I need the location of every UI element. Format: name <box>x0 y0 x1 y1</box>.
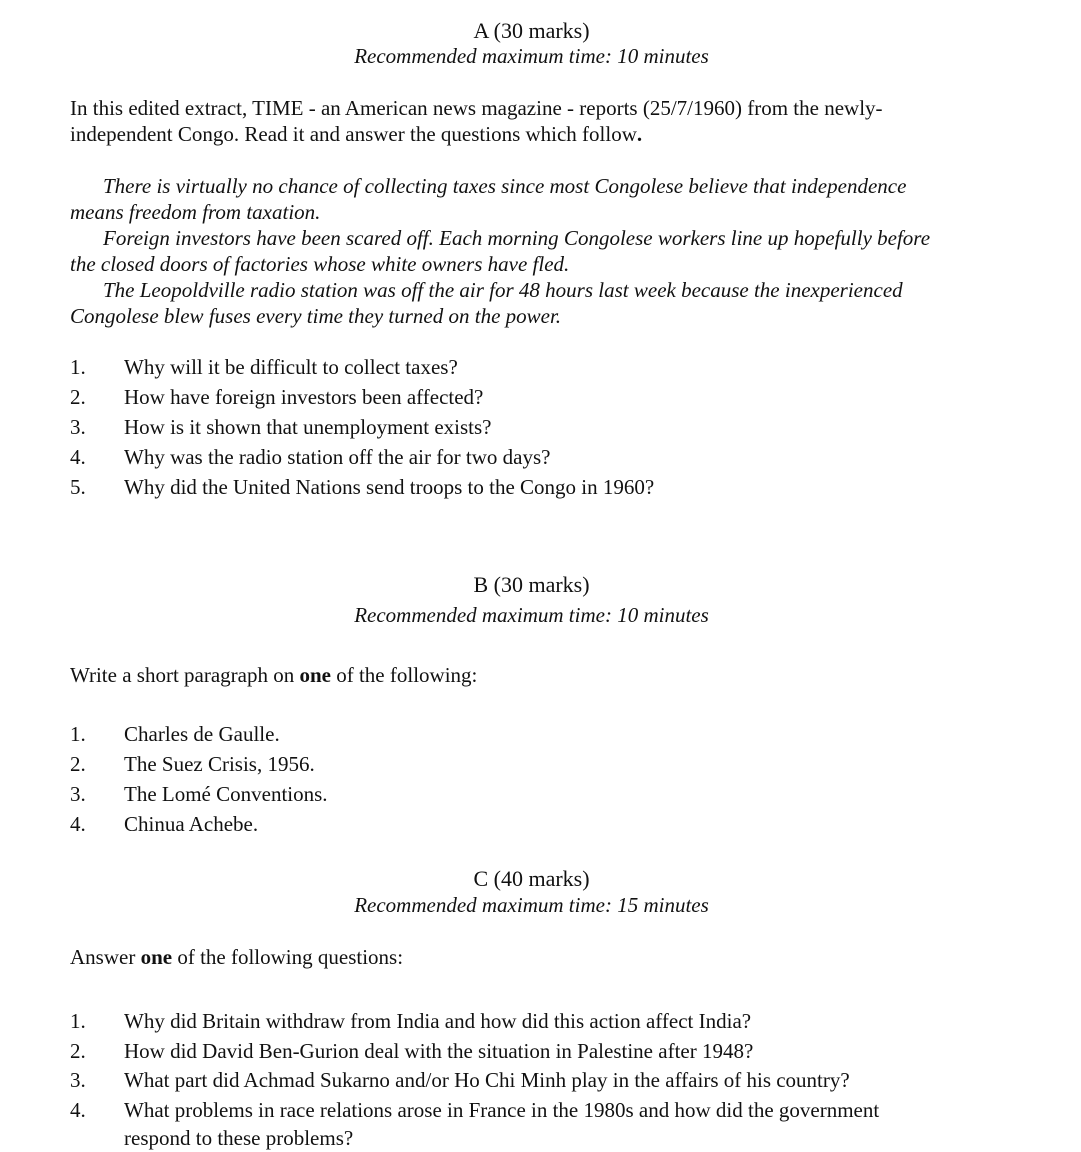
item-text: Chinua Achebe. <box>124 812 259 836</box>
extract-2-line-2: the closed doors of factories whose white owners have fled. <box>70 252 570 276</box>
item-text: How did David Ben-Gurion deal with the situation in Palestine after 1948? <box>124 1038 754 1063</box>
item-text: The Suez Crisis, 1956. <box>124 752 315 776</box>
section-a-heading: A (30 marks) <box>473 18 590 43</box>
item-text: What problems in race relations arose in France in the 1980s and how did the government respond to these problems? <box>124 1097 880 1150</box>
item-number: 3. <box>70 1068 86 1092</box>
item-number: 2. <box>70 385 86 409</box>
item-number: 1. <box>70 722 86 746</box>
list-item <box>70 1037 1030 1067</box>
section-a-intro <box>70 95 1000 147</box>
item-number: 4. <box>70 812 86 836</box>
extract-para-3 <box>70 277 1000 329</box>
section-b-items <box>70 719 1030 839</box>
section-c-heading: C (40 marks) <box>473 866 590 891</box>
list-item <box>70 1066 1030 1096</box>
section-c-time: Recommended maximum time: 15 minutes <box>354 893 709 917</box>
item-text: Why did Britain withdraw from India and how did this action affect India? <box>124 1009 752 1033</box>
item-text: How is it shown that unemployment exists? <box>124 415 492 439</box>
instruction-text: Answer <box>70 945 141 969</box>
item-number: 4. <box>70 1097 86 1122</box>
list-item <box>70 809 1030 839</box>
extract-1-line-2: means freedom from taxation. <box>70 200 321 224</box>
list-item <box>70 779 1030 809</box>
extract-3-line-1: The Leopoldville radio station was off the air for 48 hours last week because the inexperienced <box>103 278 903 302</box>
item-number: 2. <box>70 1038 86 1063</box>
instruction-emphasis: one <box>140 945 173 969</box>
list-item <box>70 1096 936 1152</box>
extract-para-1 <box>70 173 1000 225</box>
section-c-questions <box>70 1007 1030 1152</box>
item-number: 1. <box>70 1009 86 1033</box>
intro-line-2-text: independent Congo. Read it and answer the questions which follow <box>70 122 637 146</box>
section-a-time: Recommended maximum time: 10 minutes <box>354 44 709 68</box>
intro-line-2 <box>70 121 1000 147</box>
item-text: Why will it be difficult to collect taxes? <box>124 355 458 379</box>
item-text: Why was the radio station off the air for two days? <box>124 445 551 469</box>
intro-line-2-end: . <box>636 122 643 146</box>
extract-para-2 <box>70 225 1000 277</box>
item-number: 3. <box>70 782 86 806</box>
item-number: 3. <box>70 415 86 439</box>
instruction-text-end: of the following: <box>330 663 478 687</box>
item-text: How have foreign investors been affected? <box>124 385 484 409</box>
list-item <box>70 412 1030 442</box>
intro-line-1: In this edited extract, TIME - an American news magazine - reports (25/7/1960) from the newly- <box>70 96 883 120</box>
list-item <box>70 352 1030 382</box>
item-text: The Lomé Conventions. <box>124 782 328 806</box>
section-c-instruction <box>70 944 1000 970</box>
list-item <box>70 749 1030 779</box>
item-number: 2. <box>70 752 86 776</box>
item-number: 1. <box>70 355 86 379</box>
extract-3-line-2: Congolese blew fuses every time they turned on the power. <box>70 304 562 328</box>
item-text: Why did the United Nations send troops to the Congo in 1960? <box>124 475 655 499</box>
section-b-instruction <box>70 662 1000 688</box>
list-item <box>70 382 1030 412</box>
item-number: 5. <box>70 475 86 499</box>
list-item <box>70 719 1030 749</box>
list-item <box>70 442 1030 472</box>
item-text: What part did Achmad Sukarno and/or Ho Chi Minh play in the affairs of his country? <box>124 1068 850 1092</box>
item-text: Charles de Gaulle. <box>124 722 280 746</box>
list-item <box>70 1007 1030 1037</box>
instruction-text-end: of the following questions: <box>172 945 404 969</box>
extract <box>70 173 1000 329</box>
extract-1-line-1: There is virtually no chance of collecting taxes since most Congolese believe that independence <box>103 174 907 198</box>
instruction-text: Write a short paragraph on <box>70 663 300 687</box>
list-item <box>70 472 1030 502</box>
section-b-time: Recommended maximum time: 10 minutes <box>354 603 709 627</box>
section-a-questions <box>70 352 1030 502</box>
section-b-heading: B (30 marks) <box>473 572 590 597</box>
item-number: 4. <box>70 445 86 469</box>
instruction-emphasis: one <box>299 663 331 687</box>
extract-2-line-1: Foreign investors have been scared off. Each morning Congolese workers line up hopefully before <box>103 226 931 250</box>
